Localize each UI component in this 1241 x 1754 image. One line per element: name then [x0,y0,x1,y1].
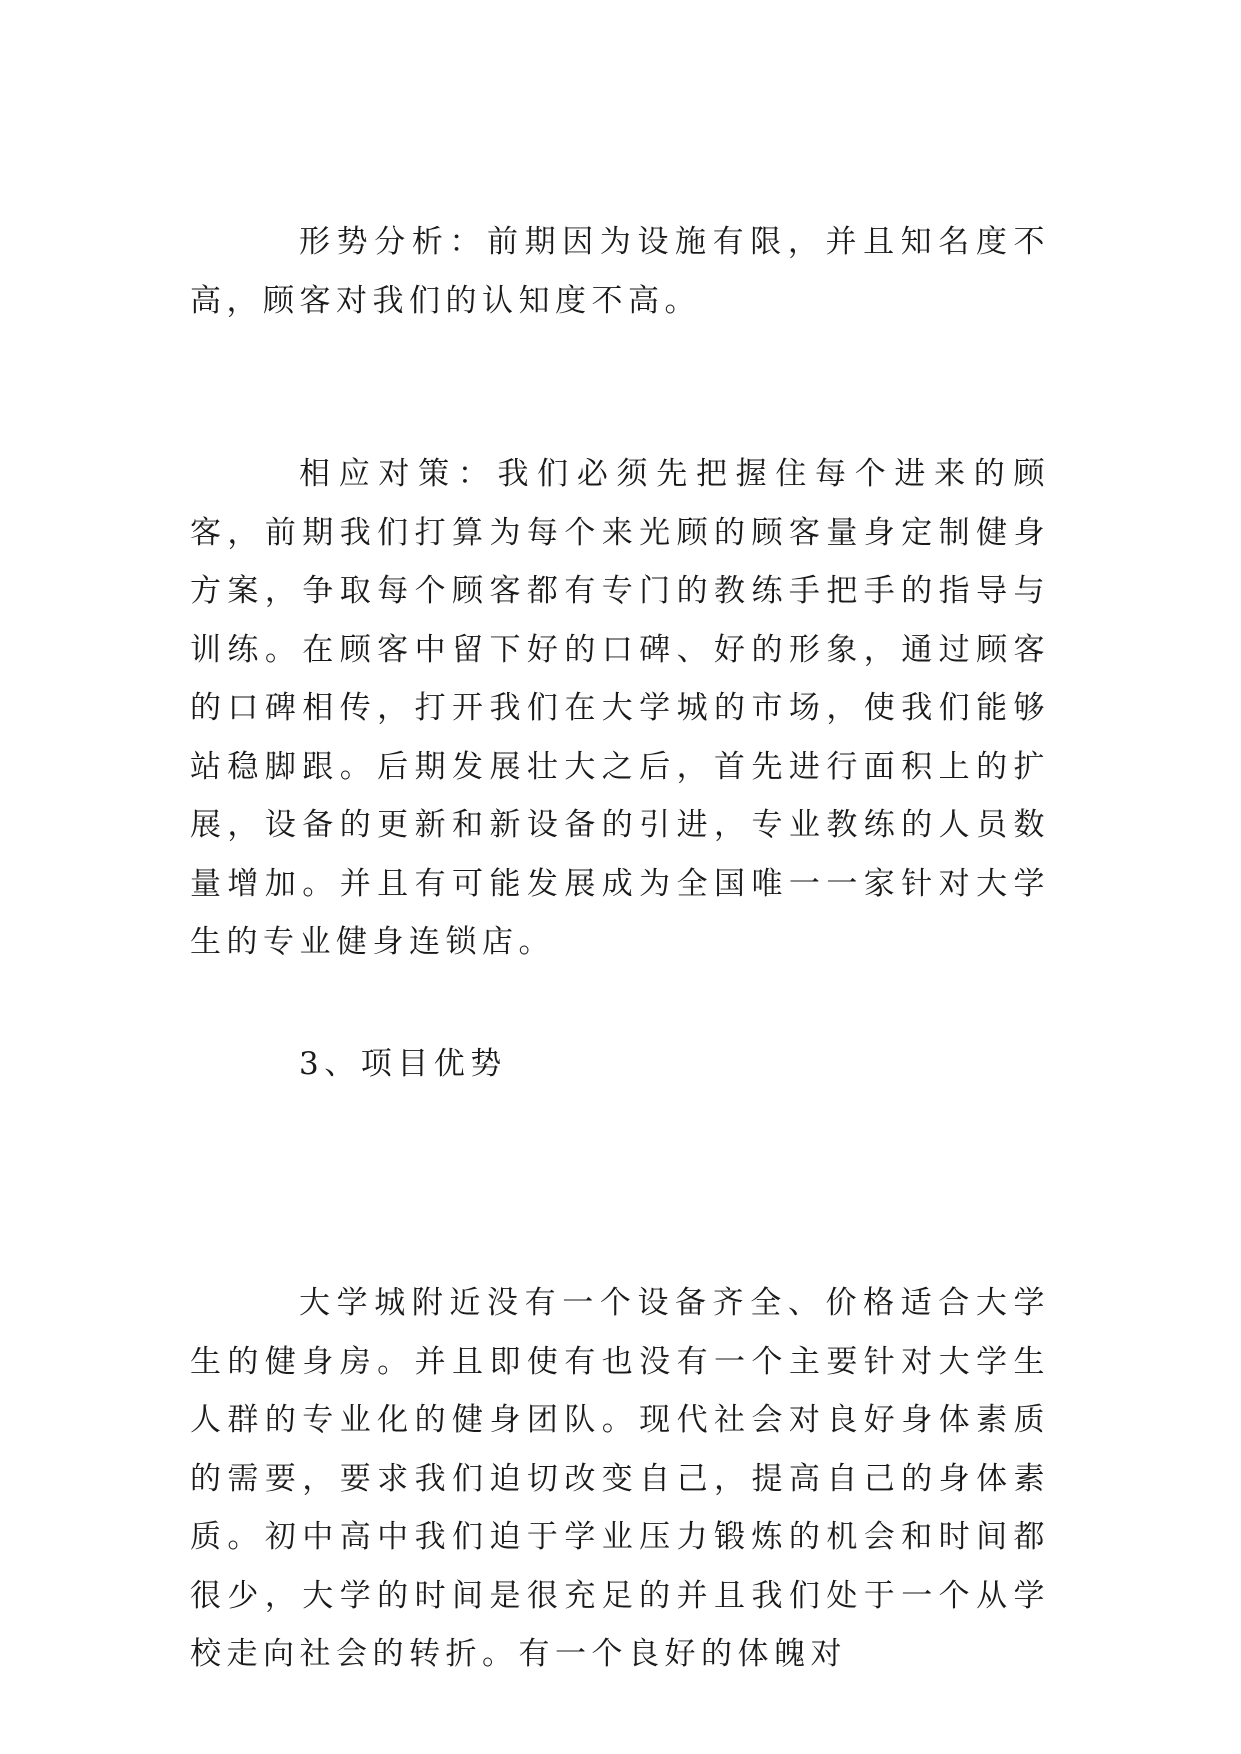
section-heading: 3、项目优势 [299,1046,507,1082]
project-advantage-paragraph: 大学城附近没有一个设备齐全、价格适合大学生的健身房。并且即使有也没有一个主要针对大学生人群的专业化的健身团队。现代社会对良好身体素质的需要，要求我们迫切改变自己，提高自己的身体素质。初中高中我们迫于学业压力锻炼的机会和时间都很少，大学的时间是很充足的并且我们处于一个从学校走向社会的转折。有一个良好的体魄对 [190,1285,1050,1672]
countermeasure-paragraph: 相应对策：我们必须先把握住每个进来的顾客，前期我们打算为每个来光顾的顾客量身定制健身方案，争取每个顾客都有专门的教练手把手的指导与训练。在顾客中留下好的口碑、好的形象，通过顾客的口碑相传，打开我们在大学城的市场，使我们能够站稳脚跟。后期发展壮大之后，首先进行面积上的扩展，设备的更新和新设备的引进，专业教练的人员数量增加。并且有可能发展成为全国唯一一家针对大学生的专业健身连锁店。 [190,456,1050,960]
situation-analysis-paragraph: 形势分析：前期因为设施有限，并且知名度不高，顾客对我们的认知度不高。 [190,224,1050,319]
